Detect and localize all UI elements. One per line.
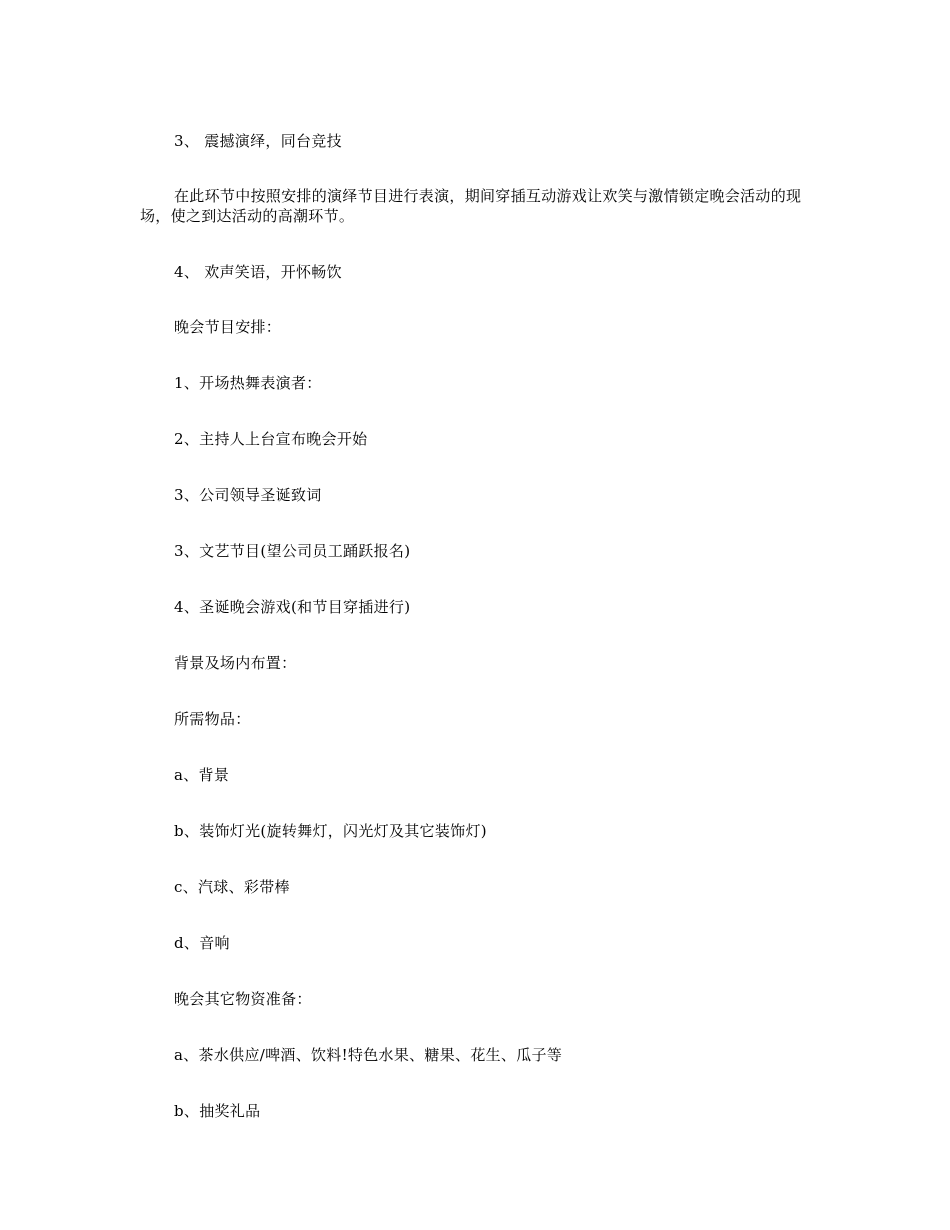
other-title: 晚会其它物资准备： [174,990,312,1008]
venue-title: 背景及场内布置： [174,654,297,672]
section-heading-4: 4、 欢声笑语，开怀畅饮 [174,263,342,281]
program-item: 2、主持人上台宣布晚会开始 [174,430,368,448]
program-item: 3、公司领导圣诞致词 [174,486,322,504]
supplies-title: 所需物品： [174,710,251,728]
other-item: a、茶水供应/啤酒、饮料!特色水果、糖果、花生、瓜子等 [174,1046,563,1064]
program-title: 晚会节目安排： [174,318,282,336]
supplies-item: d、音响 [174,934,230,952]
supplies-item: c、汽球、彩带棒 [174,878,290,896]
other-item: b、抽奖礼品 [174,1102,261,1120]
program-item: 3、文艺节目(望公司员工踊跃报名) [174,542,411,560]
supplies-item: a、背景 [174,766,230,784]
section-paragraph-3: 在此环节中按照安排的演绎节目进行表演，期间穿插互动游戏让欢笑与激情锁定晚会活动的现场，使之到达活动的高潮环节。 [140,187,802,225]
program-item: 4、圣诞晚会游戏(和节目穿插进行) [174,598,411,616]
program-item: 1、开场热舞表演者： [174,374,322,392]
section-heading-3: 3、 震撼演绎，同台竞技 [174,132,342,150]
supplies-item: b、装饰灯光(旋转舞灯，闪光灯及其它装饰灯) [174,822,487,840]
